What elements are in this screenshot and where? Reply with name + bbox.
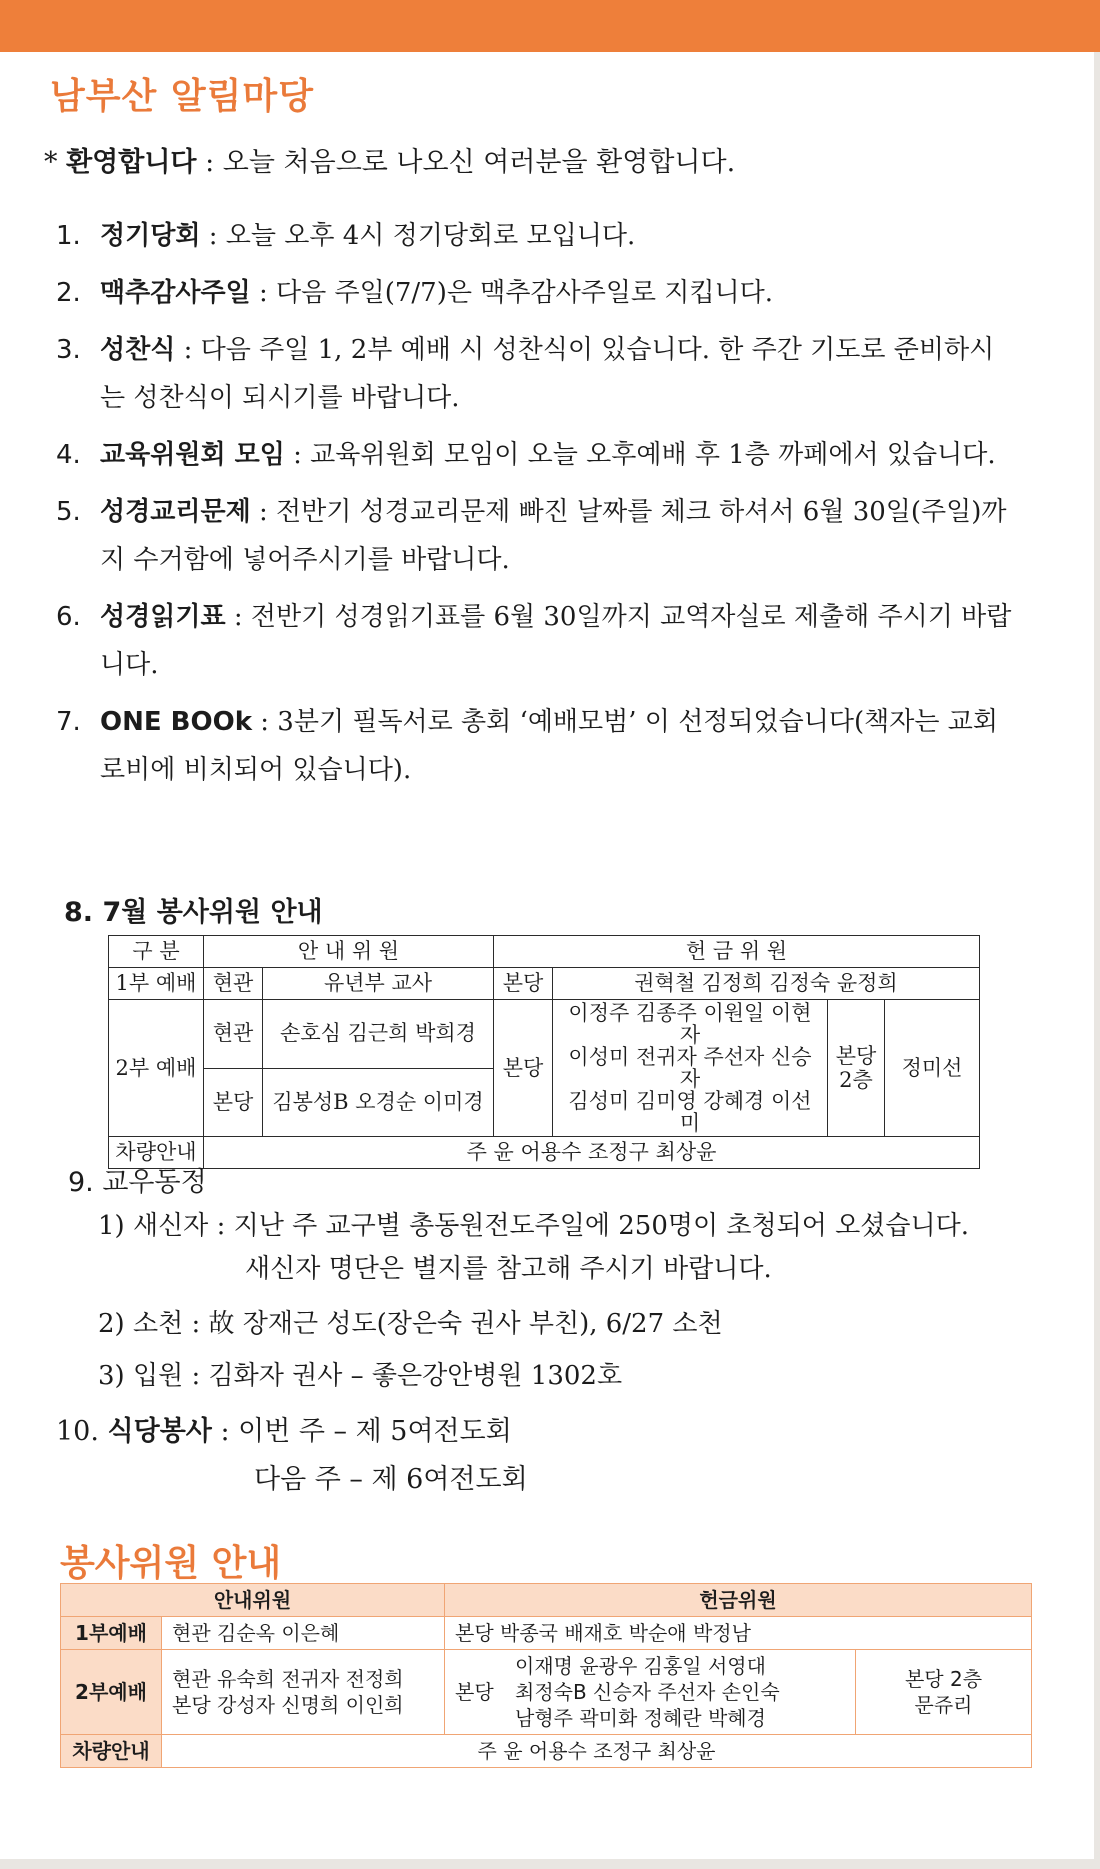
- place-cell: 본당: [445, 1650, 506, 1735]
- item-heading: ONE BOOk: [100, 707, 252, 737]
- section-8-heading: 8. 7월 봉사위원 안내: [64, 897, 323, 928]
- offering-line: 이성미 전귀자 주선자 신승자: [568, 1045, 812, 1091]
- row-label-service-1: 1부 예배: [109, 968, 204, 1000]
- item-heading: 교육위원회 모임: [100, 440, 285, 470]
- item-heading: 성경교리문제: [100, 497, 251, 527]
- item-number: 3.: [56, 335, 81, 365]
- notice-item: [56, 212, 1016, 260]
- volunteer-section-title: 봉사위원 안내: [60, 1543, 282, 1584]
- offering-names-block: [505, 1650, 856, 1735]
- sub-item-passing: 2) 소천 : 故 장재근 성도(장은숙 권사 부친), 6/27 소천: [98, 1309, 723, 1339]
- notice-item: [56, 593, 1016, 689]
- sub-item-new-members: 1) 새신자 : 지난 주 교구별 총동원전도주일에 250명이 초청되어 오셨습니다.: [98, 1211, 969, 1241]
- july-volunteer-table: [108, 935, 980, 1169]
- row-label-text: 2부예배: [75, 1680, 147, 1704]
- offering-line: 이재명 윤광우 김홍일 서영대: [515, 1654, 766, 1678]
- sub-item-hospital: 3) 입원 : 김화자 권사 – 좋은강안병원 1302호: [98, 1361, 623, 1391]
- row-label-service-2: 2부 예배: [109, 1000, 204, 1137]
- offering-line: 김성미 김미영 강혜경 이선미: [568, 1089, 812, 1135]
- header-guide: 안내위원: [61, 1584, 445, 1617]
- item-number: 5.: [56, 497, 81, 527]
- guide-names: 손호심 김근희 박희경: [263, 1000, 494, 1069]
- offering-extra-place: 본당 2층: [904, 1667, 983, 1691]
- section-10-number: 10.: [56, 1416, 99, 1447]
- row-label-vehicle: 차량안내: [61, 1735, 162, 1768]
- vehicle-names: 주 윤 어용수 조정구 최상윤: [204, 1137, 980, 1169]
- welcome-text: : 오늘 처음으로 나오신 여러분을 환영합니다.: [196, 147, 736, 178]
- item-heading: 정기당회: [100, 221, 201, 251]
- header-offering: 헌 금 위 원: [494, 936, 980, 968]
- item-number: 1.: [56, 221, 81, 251]
- row-label-service-2: [61, 1650, 162, 1735]
- offering-names: 권혁철 김정희 김정숙 윤정희: [553, 968, 980, 1000]
- section-10-text: : 이번 주 – 제 5여전도회: [211, 1416, 512, 1447]
- offering-extra-block: [856, 1650, 1032, 1735]
- item-text: : 교육위원회 모임이 오늘 오후예배 후 1층 까페에서 있습니다.: [284, 440, 996, 470]
- item-number: 4.: [56, 440, 81, 470]
- offering-line: 최정숙B 신승자 주선자 손인숙: [515, 1680, 780, 1704]
- item-heading: 성경읽기표: [100, 602, 226, 632]
- guide-names: 김봉성B 오경순 이미경: [263, 1068, 494, 1137]
- section-10: [56, 1408, 528, 1504]
- item-number: 2.: [56, 278, 81, 308]
- offering-line: 이정주 김종주 이원일 이현자: [568, 1001, 812, 1047]
- place-cell: 본당: [494, 968, 553, 1000]
- item-number: 7.: [56, 707, 81, 737]
- volunteer-table: [60, 1583, 1032, 1768]
- place-cell: 현관: [204, 968, 263, 1000]
- welcome-line: [44, 140, 735, 179]
- item-text: : 다음 주일 1, 2부 예배 시 성찬식이 있습니다. 한 주간 기도로 준비하시는 성찬식이 되시기를 바랍니다.: [100, 335, 995, 413]
- header-offering: 헌금위원: [445, 1584, 1032, 1617]
- section-10-line-1: [56, 1408, 528, 1456]
- guide-names: 유년부 교사: [263, 968, 494, 1000]
- row-label-vehicle: 차량안내: [109, 1137, 204, 1169]
- place-cell: 본당 2층: [828, 1000, 885, 1137]
- sub-item-new-members-cont: 새신자 명단은 별지를 참고해 주시기 바랍니다.: [245, 1254, 772, 1284]
- welcome-heading: 환영합니다: [66, 147, 197, 178]
- item-heading: 성찬식: [100, 335, 176, 365]
- section-9-heading: 9. 교우동정: [68, 1167, 207, 1198]
- place-cell: 본당: [494, 1000, 553, 1137]
- notice-item: [56, 431, 1016, 479]
- page-edge-right: [1094, 52, 1100, 1869]
- section-10-line-2: 다음 주 – 제 6여전도회: [254, 1464, 528, 1495]
- row-label-service-1: 1부예배: [61, 1617, 162, 1650]
- header-guide: 안 내 위 원: [204, 936, 494, 968]
- item-text: : 전반기 성경읽기표를 6월 30일까지 교역자실로 제출해 주시기 바랍니다.: [100, 602, 1012, 680]
- notice-item: [56, 488, 1016, 584]
- guide-line: 현관 유숙희 전귀자 전정희: [172, 1667, 404, 1691]
- offering-extra-name: 문쥬리: [914, 1693, 973, 1717]
- item-text: : 3분기 필독서로 총회 ‘예배모범’ 이 선정되었습니다(책자는 교회 로비에 비치되어 있습니다).: [100, 707, 998, 785]
- top-color-bar: [0, 0, 1100, 52]
- page-edge-bottom: [0, 1859, 1100, 1869]
- item-text: : 오늘 오후 4시 정기당회로 모입니다.: [200, 221, 636, 251]
- notice-item: [56, 269, 1016, 317]
- place-cell: 본당: [204, 1068, 263, 1137]
- item-number: 6.: [56, 602, 81, 632]
- item-text: : 다음 주일(7/7)은 맥추감사주일로 지킵니다.: [250, 278, 774, 308]
- guide-line: 본당 강성자 신명희 이인희: [172, 1693, 404, 1717]
- notice-item: [56, 326, 1016, 422]
- page-title: 남부산 알림마당: [50, 76, 314, 117]
- vehicle-names: 주 윤 어용수 조정구 최상윤: [162, 1735, 1032, 1768]
- section-10-heading: 식당봉사: [107, 1416, 212, 1447]
- header-division: 구 분: [109, 936, 204, 968]
- guide-names: 현관 김순옥 이은혜: [162, 1617, 445, 1650]
- notice-item: [56, 698, 1016, 794]
- guide-names-block: [162, 1650, 445, 1735]
- offering-names-block: [553, 1000, 828, 1137]
- item-heading: 맥추감사주일: [100, 278, 251, 308]
- place-cell: 현관: [204, 1000, 263, 1069]
- notice-list: [56, 212, 1016, 803]
- offering-extra-name: 정미선: [885, 1000, 980, 1137]
- item-text: : 전반기 성경교리문제 빠진 날짜를 체크 하셔서 6월 30일(주일)까지 수거함에 넣어주시기를 바랍니다.: [100, 497, 1007, 575]
- asterisk-mark: *: [44, 147, 58, 178]
- offering-names: 본당 박종국 배재호 박순애 박정남: [445, 1617, 1032, 1650]
- offering-line: 남형주 곽미화 정혜란 박혜경: [515, 1706, 766, 1730]
